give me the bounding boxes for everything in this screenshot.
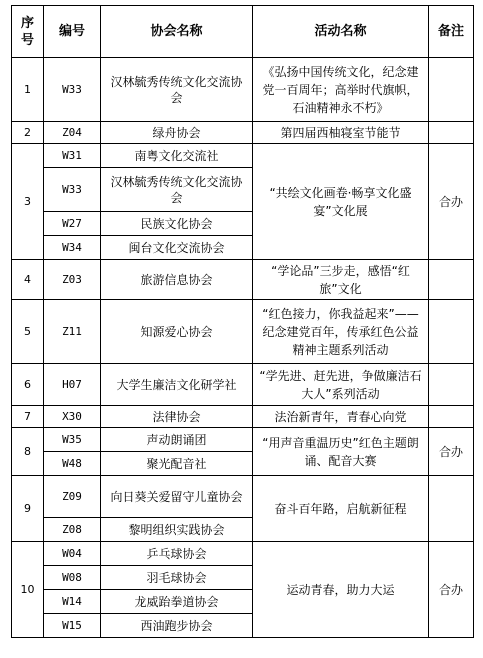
table-row [12, 260, 474, 300]
seq-cell: 4 [12, 260, 44, 300]
table-row [12, 476, 474, 518]
table-row [12, 428, 474, 452]
code-cell: W35 [44, 428, 101, 452]
association-cell: 大学生廉洁文化研学社 [101, 364, 253, 406]
activity-cell: 运动青春，助力大运 [253, 542, 429, 638]
code-cell: Z09 [44, 476, 101, 518]
table-row [12, 58, 474, 122]
note-cell: 合办 [429, 542, 474, 638]
association-cell: 汉林毓秀传统文化交流协会 [101, 168, 253, 212]
association-cell: 乒乓球协会 [101, 542, 253, 566]
activity-table [11, 5, 474, 638]
table-row [12, 122, 474, 144]
note-cell [429, 476, 474, 542]
activity-cell: 第四届西柚寝室节能节 [253, 122, 429, 144]
header-association: 协会名称 [101, 6, 253, 58]
code-cell: W27 [44, 212, 101, 236]
association-cell: 法律协会 [101, 406, 253, 428]
header-seq: 序号 [12, 6, 44, 58]
note-cell: 合办 [429, 144, 474, 260]
code-cell: W33 [44, 58, 101, 122]
note-cell: 合办 [429, 428, 474, 476]
code-cell: W04 [44, 542, 101, 566]
code-cell: W33 [44, 168, 101, 212]
association-cell: 西油跑步协会 [101, 614, 253, 638]
seq-cell: 2 [12, 122, 44, 144]
code-cell: Z04 [44, 122, 101, 144]
code-cell: W34 [44, 236, 101, 260]
seq-cell: 9 [12, 476, 44, 542]
association-cell: 绿舟协会 [101, 122, 253, 144]
code-cell: W14 [44, 590, 101, 614]
association-cell: 龙威跆拳道协会 [101, 590, 253, 614]
association-cell: 南粤文化交流社 [101, 144, 253, 168]
code-cell: W31 [44, 144, 101, 168]
note-cell [429, 122, 474, 144]
activity-cell: “学先进、赶先进，争做廉洁石大人”系列活动 [253, 364, 429, 406]
activity-cell: 法治新青年，青春心向党 [253, 406, 429, 428]
note-cell [429, 58, 474, 122]
association-cell: 向日葵关爱留守儿童协会 [101, 476, 253, 518]
association-cell: 知源爱心协会 [101, 300, 253, 364]
table-row [12, 542, 474, 566]
table-row [12, 144, 474, 168]
association-cell: 黎明组织实践协会 [101, 518, 253, 542]
association-cell: 聚光配音社 [101, 452, 253, 476]
code-cell: W08 [44, 566, 101, 590]
table-row [12, 300, 474, 364]
code-cell: Z11 [44, 300, 101, 364]
association-cell: 汉林毓秀传统文化交流协会 [101, 58, 253, 122]
header-note: 备注 [429, 6, 474, 58]
seq-cell: 7 [12, 406, 44, 428]
association-cell: 闽台文化交流协会 [101, 236, 253, 260]
activity-cell: “用声音重温历史”红色主题朗诵、配音大赛 [253, 428, 429, 476]
activity-cell: “共绘文化画卷·畅享文化盛宴”文化展 [253, 144, 429, 260]
activity-cell: “红色接力，你我益起来”——纪念建党百年，传承红色公益精神主题系列活动 [253, 300, 429, 364]
table-row [12, 364, 474, 406]
note-cell [429, 260, 474, 300]
code-cell: Z08 [44, 518, 101, 542]
activity-cell: 奋斗百年路，启航新征程 [253, 476, 429, 542]
note-cell [429, 364, 474, 406]
association-cell: 羽毛球协会 [101, 566, 253, 590]
code-cell: W15 [44, 614, 101, 638]
association-cell: 旅游信息协会 [101, 260, 253, 300]
seq-cell: 10 [12, 542, 44, 638]
seq-cell: 3 [12, 144, 44, 260]
note-cell [429, 300, 474, 364]
activity-cell: 《弘扬中国传统文化，纪念建党一百周年；高举时代旗帜，石油精神永不朽》 [253, 58, 429, 122]
code-cell: X30 [44, 406, 101, 428]
seq-cell: 8 [12, 428, 44, 476]
code-cell: Z03 [44, 260, 101, 300]
table-row [12, 406, 474, 428]
association-cell: 民族文化协会 [101, 212, 253, 236]
code-cell: W48 [44, 452, 101, 476]
note-cell [429, 406, 474, 428]
code-cell: H07 [44, 364, 101, 406]
seq-cell: 1 [12, 58, 44, 122]
header-activity: 活动名称 [253, 6, 429, 58]
seq-cell: 5 [12, 300, 44, 364]
seq-cell: 6 [12, 364, 44, 406]
activity-cell: “学论品”三步走，感悟“红旅”文化 [253, 260, 429, 300]
table-header-row [12, 6, 474, 58]
header-code: 编号 [44, 6, 101, 58]
association-cell: 声动朗诵团 [101, 428, 253, 452]
